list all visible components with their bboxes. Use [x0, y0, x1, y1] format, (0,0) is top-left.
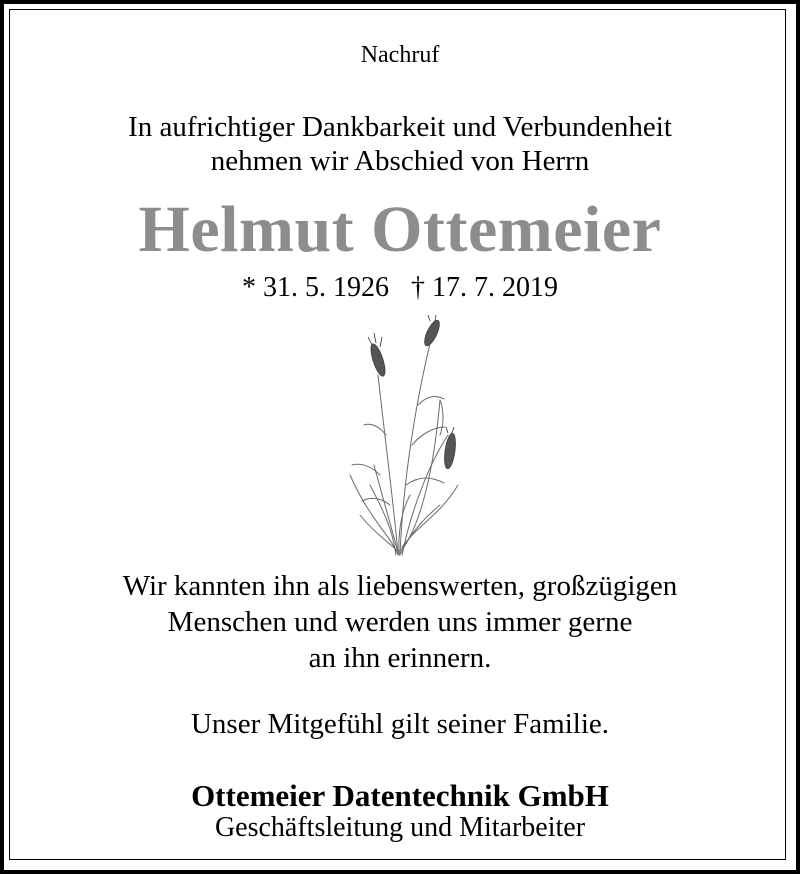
notice-header: Nachruf: [360, 42, 440, 68]
company-name: Ottemeier Datentechnik GmbH: [191, 778, 609, 813]
deceased-name: Helmut Ottemeier: [138, 193, 662, 266]
life-dates: [0, 272, 800, 304]
condolence-text: Unser Mitgefühl gilt seiner Familie.: [190, 708, 609, 740]
intro-line-2: nehmen wir Abschied von Herrn: [210, 145, 590, 177]
wheat-stalks-icon: [340, 315, 470, 560]
tribute-text: [0, 568, 800, 676]
intro-line-1: In aufrichtiger Dankbarkeit und Verbundenheit: [128, 111, 672, 143]
tribute-line-3: an ihn erinnern.: [308, 642, 492, 674]
company-department: Geschäftsleitung und Mitarbeiter: [214, 812, 586, 843]
birth-date: * 31. 5. 1926: [242, 272, 389, 303]
tribute-line-1: Wir kannten ihn als liebenswerten, großzügigen: [122, 570, 678, 602]
intro-text: [0, 110, 800, 178]
death-date: † 17. 7. 2019: [411, 272, 558, 303]
tribute-line-2: Menschen und werden uns immer gerne: [167, 606, 633, 638]
